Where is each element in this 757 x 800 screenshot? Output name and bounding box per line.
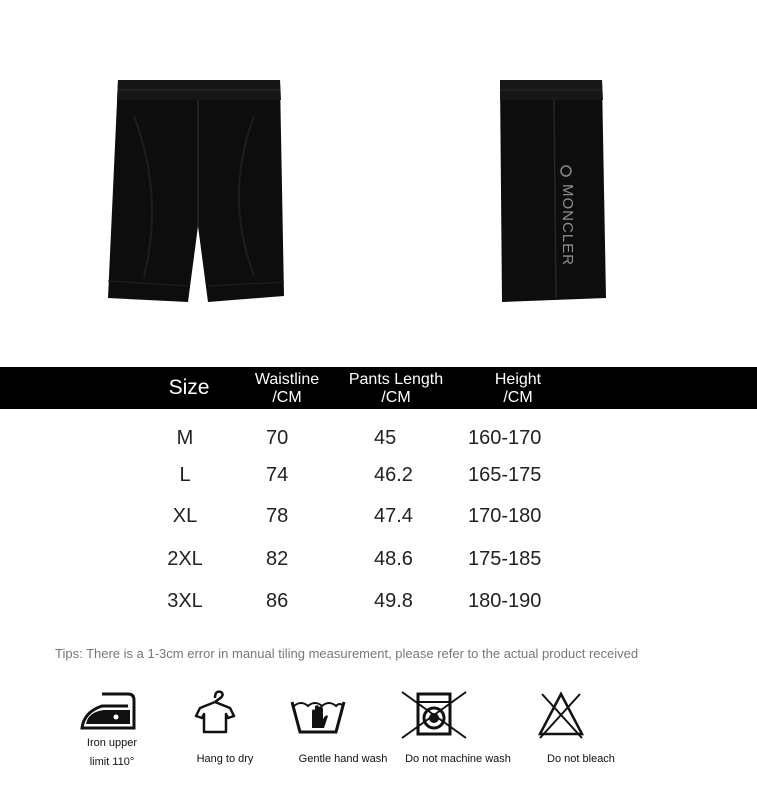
no-bleach-icon: [536, 690, 626, 740]
cell-size: XL: [172, 505, 198, 527]
table-row: [0, 425, 757, 451]
cell-height: 160-170: [468, 427, 542, 449]
iron-icon: [78, 690, 146, 734]
table-row: [0, 546, 757, 572]
care-label-line: Gentle hand wash: [298, 753, 388, 765]
cell-size: 3XL: [167, 590, 203, 612]
header-waistline: [240, 371, 334, 407]
header-pants-length-label: Pants Length: [348, 371, 444, 388]
shorts-side-image: [496, 76, 608, 304]
no-machine-wash-icon: [398, 690, 518, 740]
header-size: Size: [168, 376, 210, 399]
header-pants-length-unit: /CM: [381, 389, 411, 406]
cell-size: M: [176, 427, 194, 449]
cell-pants-length: 45: [374, 427, 397, 449]
cell-height: 175-185: [468, 548, 542, 570]
care-label-line: limit 110°: [89, 756, 135, 768]
cell-height: 180-190: [468, 590, 542, 612]
cell-waistline: 86: [266, 590, 289, 612]
care-label-line: Iron upper: [86, 737, 138, 749]
cell-pants-length: 49.8: [374, 590, 413, 612]
header-waistline-label: Waistline: [254, 371, 320, 388]
table-row: [0, 462, 757, 488]
measurement-tip: Tips: There is a 1-3cm error in manual tiling measurement, please refer to the actual product received: [55, 646, 639, 661]
care-item-no-bleach: [536, 690, 626, 769]
header-height-label: Height: [494, 371, 542, 388]
cell-size: 2XL: [167, 548, 203, 570]
care-item-iron: [78, 690, 146, 772]
cell-pants-length: 47.4: [374, 505, 413, 527]
care-label-line: Do not machine wash: [405, 753, 511, 765]
cell-waistline: 78: [266, 505, 289, 527]
cell-pants-length: 48.6: [374, 548, 413, 570]
cell-waistline: 74: [266, 464, 289, 486]
hanger-icon: [190, 686, 260, 738]
brand-logo-text: MONCLER: [559, 184, 576, 267]
header-pants-length: [336, 371, 456, 407]
size-table-header: [0, 367, 757, 409]
cell-waistline: 82: [266, 548, 289, 570]
hand-wash-icon: [288, 692, 398, 738]
table-row: [0, 588, 757, 614]
shorts-front-image: [104, 76, 292, 302]
care-label-line: Do not bleach: [547, 753, 615, 765]
care-label-line: Hang to dry: [196, 753, 254, 765]
cell-pants-length: 46.2: [374, 464, 413, 486]
table-row: [0, 503, 757, 529]
header-waistline-unit: /CM: [272, 389, 302, 406]
header-height-unit: /CM: [503, 389, 533, 406]
care-item-no-machine-wash: [398, 690, 518, 769]
care-item-hang: [190, 686, 260, 769]
cell-size: L: [179, 464, 191, 486]
cell-height: 165-175: [468, 464, 542, 486]
cell-height: 170-180: [468, 505, 542, 527]
cell-waistline: 70: [266, 427, 289, 449]
header-height: [468, 371, 568, 407]
care-item-hand-wash: [288, 692, 398, 769]
